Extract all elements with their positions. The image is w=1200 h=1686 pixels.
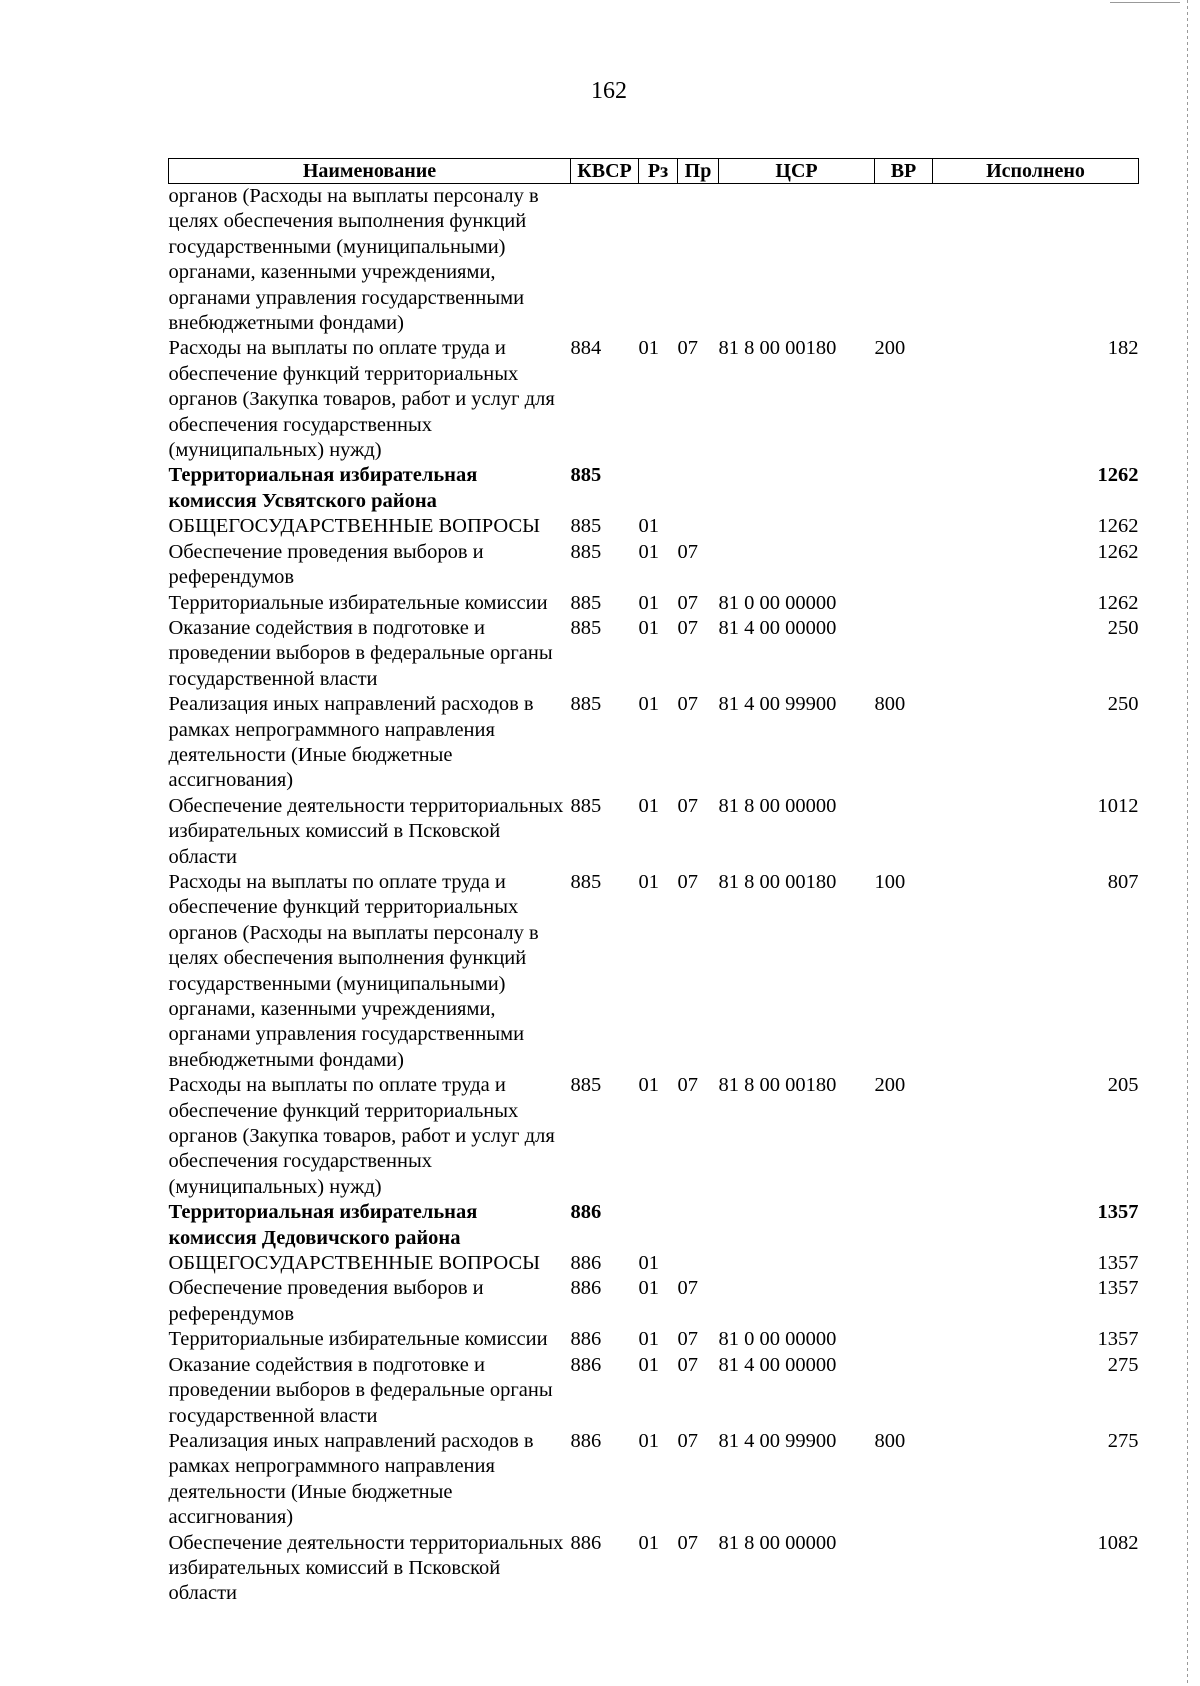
cell-kvsr: 885 [570, 1074, 602, 1097]
cell-name: ОБЩЕГОСУДАРСТВЕННЫЕ ВОПРОСЫ [168, 1252, 541, 1275]
cell-rz: 01 [638, 794, 659, 817]
cell-amount: 205 [1107, 1074, 1139, 1097]
cell-vr [875, 794, 933, 870]
cell-amount: 1262 [1097, 591, 1139, 614]
table-row [169, 1353, 1139, 1429]
cell-name: Расходы на выплаты по оплате труда и обеспечение функций территориальных органов (Закупка товаров, работ и услуг для обеспечения государственных (муниципальных) нужд) [168, 1074, 555, 1198]
header-name: Наименование [169, 159, 571, 184]
cell-name: Расходы на выплаты по оплате труда и обеспечение функций территориальных органов (Расходы на выплаты персоналу в целях обеспечения выполнения функций государственными (муниципальными) органами, казенными учреждениями, органами управления государственными внебюджетными фондами) [168, 870, 539, 1071]
cell-pr: 07 [677, 1277, 698, 1300]
cell-vr [875, 1327, 933, 1352]
cell-amount: 1357 [1097, 1328, 1139, 1351]
cell-amount: 1262 [1097, 515, 1139, 538]
table-row [169, 1251, 1139, 1276]
cell-kvsr: 885 [570, 515, 602, 538]
cell-amount: 1357 [1097, 1252, 1139, 1275]
cell-kvsr: 886 [570, 1353, 602, 1376]
cell-amount [933, 184, 1139, 337]
cell-name: Оказание содействия в подготовке и проведении выборов в федеральные органы государственной власти [168, 1353, 553, 1427]
cell-amount: 1357 [1097, 1277, 1139, 1300]
cell-kvsr: 885 [570, 616, 602, 639]
cell-pr [678, 184, 719, 337]
table-row [169, 184, 1139, 337]
cell-name: Обеспечение деятельности территориальных избирательных комиссий в Псковской области [168, 1531, 564, 1605]
cell-vr: 800 [874, 1429, 906, 1452]
cell-amount: 807 [1107, 870, 1139, 893]
cell-kvsr: 886 [570, 1531, 602, 1554]
cell-kvsr: 885 [570, 540, 602, 563]
cell-name: Реализация иных направлений расходов в рамках непрограммного направления деятельности (Иные бюджетные ассигнования) [168, 693, 534, 792]
cell-pr: 07 [677, 1429, 698, 1452]
cell-vr [875, 1251, 933, 1276]
cell-rz: 01 [638, 1353, 659, 1376]
cell-rz: 01 [638, 591, 659, 614]
cell-rz: 01 [638, 870, 659, 893]
cell-pr [678, 1200, 719, 1251]
table-row [169, 1073, 1139, 1200]
cell-pr: 07 [677, 794, 698, 817]
cell-kvsr: 885 [570, 693, 602, 716]
header-rz: Рз [639, 159, 678, 184]
cell-name: органов (Расходы на выплаты персоналу в целях обеспечения выполнения функций государственными (муниципальными) органами, казенными учреждениями, органами управления государственными внебюджетными фондами) [168, 185, 539, 335]
cell-vr: 200 [874, 337, 906, 360]
cell-csr: 81 8 00 00180 [718, 337, 837, 360]
cell-rz [639, 184, 678, 337]
cell-rz: 01 [638, 1429, 659, 1452]
cell-rz: 01 [638, 1277, 659, 1300]
cell-name: Обеспечение проведения выборов и референдумов [168, 1277, 484, 1325]
cell-pr: 07 [677, 540, 698, 563]
cell-csr [719, 540, 875, 591]
cell-csr: 81 8 00 00000 [718, 1531, 837, 1554]
cell-rz [639, 463, 678, 514]
header-pr: Пр [678, 159, 719, 184]
cell-csr [719, 1276, 875, 1327]
cell-csr: 81 4 00 99900 [718, 693, 837, 716]
cell-vr [875, 1531, 933, 1607]
cell-vr [875, 184, 933, 337]
cell-name: Оказание содействия в подготовке и проведении выборов в федеральные органы государственной власти [168, 616, 553, 690]
cell-name: Территориальная избирательная комиссия Усвятского района [168, 464, 478, 512]
cell-amount: 250 [1107, 693, 1139, 716]
cell-rz: 01 [638, 616, 659, 639]
cell-vr [875, 1276, 933, 1327]
cell-amount: 1082 [1097, 1531, 1139, 1554]
cell-rz: 01 [638, 693, 659, 716]
table-row [169, 1429, 1139, 1531]
cell-rz: 01 [638, 515, 659, 538]
header-vr: ВР [875, 159, 933, 184]
cell-vr [875, 463, 933, 514]
header-amount: Исполнено [933, 159, 1139, 184]
cell-pr [678, 1251, 719, 1276]
cell-pr [678, 463, 719, 514]
table-row [169, 1327, 1139, 1352]
table-row [169, 540, 1139, 591]
cell-csr: 81 0 00 00000 [718, 1328, 837, 1351]
cell-kvsr: 886 [570, 1252, 602, 1275]
cell-vr [875, 540, 933, 591]
cell-amount: 1262 [1097, 464, 1139, 487]
cell-amount: 1357 [1097, 1201, 1139, 1224]
cell-csr [719, 184, 875, 337]
cell-rz: 01 [638, 1252, 659, 1275]
cell-kvsr: 886 [570, 1429, 602, 1452]
cell-rz: 01 [638, 1328, 659, 1351]
cell-csr: 81 8 00 00000 [718, 794, 837, 817]
cell-csr: 81 4 00 00000 [718, 1353, 837, 1376]
cell-rz: 01 [638, 1531, 659, 1554]
table-body [169, 184, 1139, 1607]
cell-vr [875, 591, 933, 616]
cell-name: Расходы на выплаты по оплате труда и обеспечение функций территориальных органов (Закупка товаров, работ и услуг для обеспечения государственных (муниципальных) нужд) [168, 337, 555, 462]
cell-csr: 81 4 00 99900 [718, 1429, 837, 1452]
table-row [169, 514, 1139, 539]
cell-pr: 07 [677, 591, 698, 614]
cell-kvsr [571, 184, 639, 337]
cell-kvsr: 886 [570, 1328, 602, 1351]
cell-name: Территориальные избирательные комиссии [168, 591, 548, 614]
cell-csr: 81 4 00 00000 [718, 616, 837, 639]
cell-vr [875, 616, 933, 692]
cell-amount: 275 [1107, 1429, 1139, 1452]
cell-pr: 07 [677, 1328, 698, 1351]
cell-name: Реализация иных направлений расходов в рамках непрограммного направления деятельности (Иные бюджетные ассигнования) [168, 1429, 534, 1529]
header-kvsr: КВСР [571, 159, 639, 184]
cell-kvsr: 885 [570, 794, 602, 817]
budget-table [168, 158, 1139, 1607]
header-csr: ЦСР [719, 159, 875, 184]
cell-csr [719, 514, 875, 539]
cell-amount: 1262 [1097, 540, 1139, 563]
cell-pr: 07 [677, 337, 698, 360]
cell-vr: 100 [874, 870, 906, 893]
page-number: 162 [591, 78, 627, 104]
table-header [169, 159, 1139, 184]
cell-amount: 275 [1107, 1353, 1139, 1376]
scan-margin-line [1187, 0, 1188, 1686]
cell-pr: 07 [677, 1074, 698, 1097]
cell-rz [639, 1200, 678, 1251]
cell-amount: 182 [1107, 337, 1139, 360]
table-row [169, 591, 1139, 616]
cell-kvsr: 884 [570, 337, 602, 360]
cell-pr [678, 514, 719, 539]
table-row [169, 870, 1139, 1073]
cell-vr [875, 514, 933, 539]
cell-pr: 07 [677, 1353, 698, 1376]
cell-amount: 1012 [1097, 794, 1139, 817]
cell-kvsr: 885 [570, 591, 602, 614]
cell-pr: 07 [677, 870, 698, 893]
cell-vr [875, 1353, 933, 1429]
cell-pr: 07 [677, 693, 698, 716]
cell-csr: 81 0 00 00000 [718, 591, 837, 614]
cell-name: ОБЩЕГОСУДАРСТВЕННЫЕ ВОПРОСЫ [168, 515, 541, 538]
cell-csr: 81 8 00 00180 [718, 870, 837, 893]
table-row [169, 463, 1139, 514]
cell-name: Обеспечение проведения выборов и референдумов [168, 540, 484, 589]
scan-edge-mark [1110, 2, 1180, 3]
cell-csr [719, 463, 875, 514]
cell-kvsr: 886 [570, 1201, 602, 1224]
cell-name: Территориальная избирательная комиссия Дедовичского района [168, 1201, 478, 1249]
cell-pr: 07 [677, 616, 698, 639]
cell-csr [719, 1251, 875, 1276]
cell-kvsr: 885 [570, 464, 602, 487]
table-row [169, 1276, 1139, 1327]
table-row [169, 1531, 1139, 1607]
cell-vr: 200 [874, 1074, 906, 1097]
cell-rz: 01 [638, 1074, 659, 1097]
cell-vr: 800 [874, 693, 906, 716]
table-row [169, 692, 1139, 794]
cell-rz: 01 [638, 337, 659, 360]
cell-csr: 81 8 00 00180 [718, 1074, 837, 1097]
table-row [169, 794, 1139, 870]
cell-kvsr: 886 [570, 1277, 602, 1300]
table-row [169, 616, 1139, 692]
table-row [169, 336, 1139, 463]
cell-rz: 01 [638, 540, 659, 563]
cell-csr [719, 1200, 875, 1251]
cell-name: Территориальные избирательные комиссии [168, 1328, 548, 1351]
cell-kvsr: 885 [570, 870, 602, 893]
cell-amount: 250 [1107, 616, 1139, 639]
cell-name: Обеспечение деятельности территориальных избирательных комиссий в Псковской области [168, 794, 564, 868]
cell-pr: 07 [677, 1531, 698, 1554]
table-row [169, 1200, 1139, 1251]
cell-vr [875, 1200, 933, 1251]
